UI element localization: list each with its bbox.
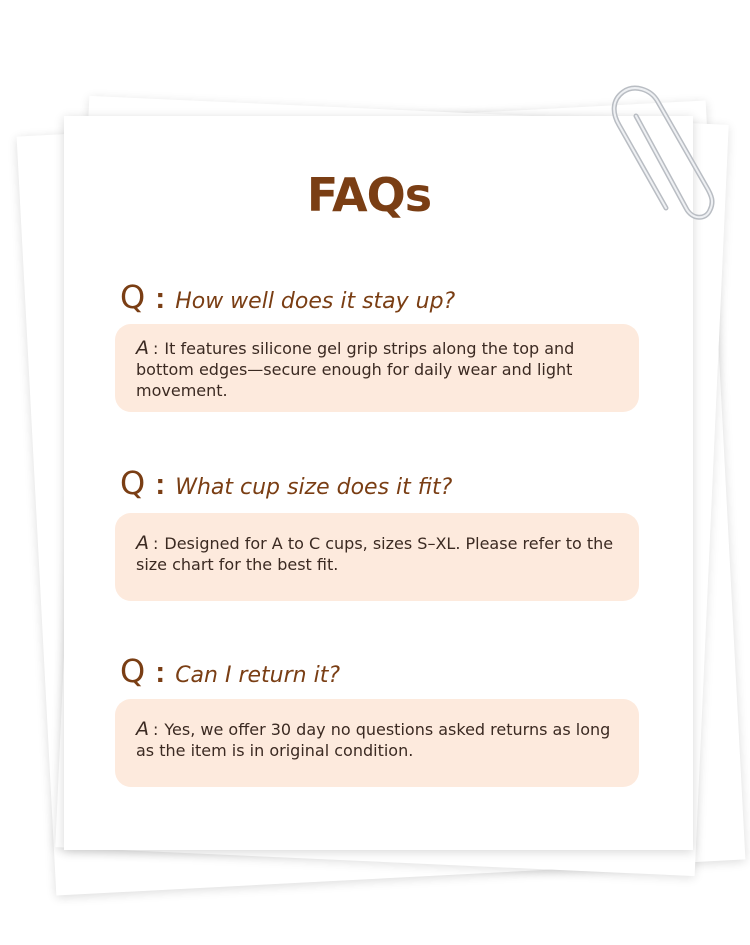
question-label: Q (120, 464, 146, 502)
answer-label: A (136, 718, 149, 740)
question-text: Can I return it? (175, 663, 340, 688)
question-label: Q (120, 652, 146, 690)
question-text: What cup size does it fit? (175, 475, 453, 500)
answer-text-block (136, 719, 632, 761)
page-title: FAQs (306, 168, 432, 222)
question-colon: : (155, 468, 166, 501)
answer-text-block (136, 533, 632, 575)
faq-question-2 (120, 464, 452, 502)
faq-answer-3 (115, 699, 639, 787)
question-label: Q (120, 278, 146, 316)
answer-colon: : (153, 339, 159, 358)
answer-label: A (136, 337, 149, 359)
answer-text-block (136, 338, 632, 401)
answer-label: A (136, 532, 149, 554)
faq-answer-2 (115, 513, 639, 601)
question-colon: : (155, 656, 166, 689)
answer-colon: : (153, 720, 159, 739)
question-text: How well does it stay up? (175, 289, 456, 314)
answer-colon: : (153, 534, 159, 553)
faq-question-3 (120, 652, 340, 690)
faq-answer-1 (115, 324, 639, 412)
answer-text: Yes, we offer 30 day no questions asked returns as long as the item is in original condition. (136, 720, 611, 760)
faq-question-1 (120, 278, 455, 316)
answer-text: Designed for A to C cups, sizes S–XL. Please refer to the size chart for the best fit. (136, 534, 614, 574)
answer-text: It features silicone gel grip strips along the top and bottom edges—secure enough for daily wear and light movement. (136, 339, 575, 400)
question-colon: : (155, 282, 166, 315)
